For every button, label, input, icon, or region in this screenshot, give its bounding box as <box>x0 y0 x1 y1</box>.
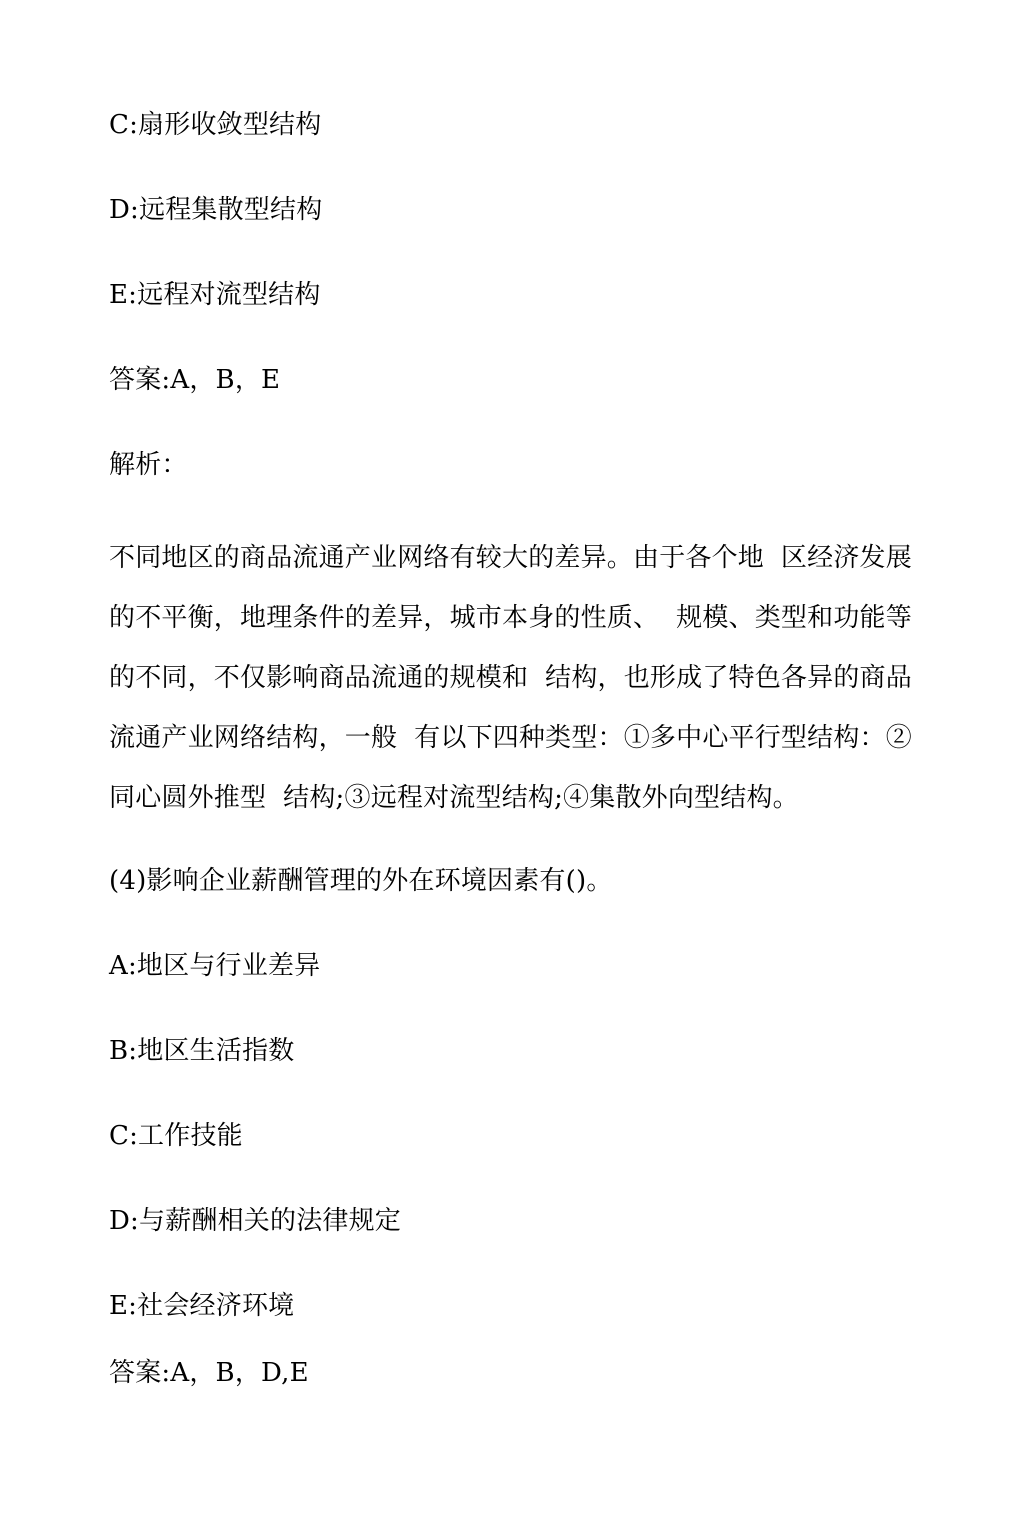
q3-option-e: E:远程对流型结构 <box>109 280 321 310</box>
analysis-line: 同心圆外推型 结构;③远程对流型结构;④集散外向型结构。 <box>109 783 799 813</box>
q3-answer: 答案:A，B，E <box>109 365 281 395</box>
analysis-line: 的不同，不仅影响商品流通的规模和 结构，也形成了特色各异的商品 <box>109 663 912 693</box>
q4-question: (4)影响企业薪酬管理的外在环境因素有()。 <box>109 866 613 896</box>
q3-analysis-label: 解析： <box>109 450 188 480</box>
analysis-line: 的不平衡，地理条件的差异，城市本身的性质、 规模、类型和功能等 <box>109 603 912 633</box>
analysis-line: 不同地区的商品流通产业网络有较大的差异。由于各个地 区经济发展 <box>109 543 912 573</box>
q3-analysis-paragraph <box>109 528 929 828</box>
q3-option-d: D:远程集散型结构 <box>109 195 323 225</box>
q4-option-e: E:社会经济环境 <box>109 1291 295 1321</box>
q4-option-b: B:地区生活指数 <box>109 1036 295 1066</box>
analysis-line: 流通产业网络结构，一般 有以下四种类型：①多中心平行型结构：② <box>109 723 912 753</box>
q4-option-c: C:工作技能 <box>109 1121 243 1151</box>
q4-answer: 答案:A，B，D,E <box>109 1358 309 1388</box>
q4-option-d: D:与薪酬相关的法律规定 <box>109 1206 402 1236</box>
q3-option-c: C:扇形收敛型结构 <box>109 110 322 140</box>
q4-option-a: A:地区与行业差异 <box>109 951 321 981</box>
